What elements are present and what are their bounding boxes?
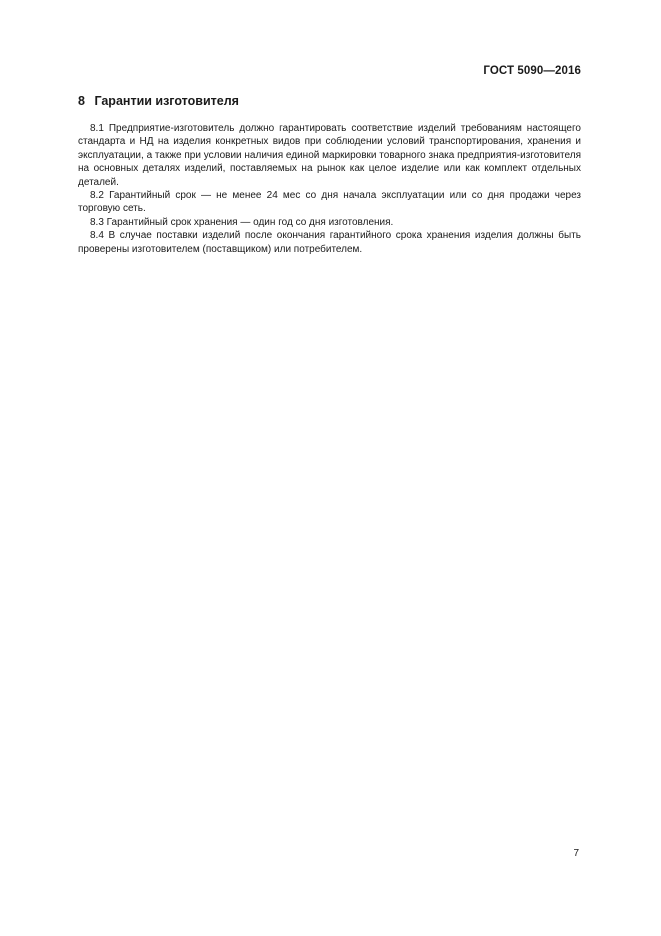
section-body [78, 122, 581, 256]
section-number: 8 [78, 94, 85, 108]
page-number: 7 [573, 848, 579, 859]
section-heading [78, 94, 239, 108]
document-code: ГОСТ 5090—2016 [483, 65, 581, 77]
paragraph-8-4 [78, 229, 581, 256]
paragraph-8-1 [78, 122, 581, 189]
paragraph-8-3 [78, 216, 581, 229]
paragraph-text: 8.3 Гарантийный срок хранения — один год со дня изготовления. [90, 216, 394, 228]
paragraph-text: 8.1 Предприятие-изготовитель должно гарантировать соответствие изделий требованиям настоящего стандарта и НД на изделия конкретных видов при соблюдении условий транспортирования, хранения и эксплуатации, а также при условии наличия единой маркировки товарного знака предприятия-изготовителя на основных деталях изделий, поставляемых на рынок как целое изделие или как комплект отдельных деталей. [78, 123, 581, 188]
paragraph-8-2 [78, 189, 581, 216]
section-title: Гарантии изготовителя [94, 94, 239, 108]
paragraph-text: 8.2 Гарантийный срок — не менее 24 мес со дня начала эксплуатации или со дня продажи через торговую сеть. [78, 190, 581, 215]
paragraph-text: 8.4 В случае поставки изделий после окончания гарантийного срока хранения изделия должны быть проверены изготовителем (поставщиком) или потребителем. [78, 230, 581, 255]
